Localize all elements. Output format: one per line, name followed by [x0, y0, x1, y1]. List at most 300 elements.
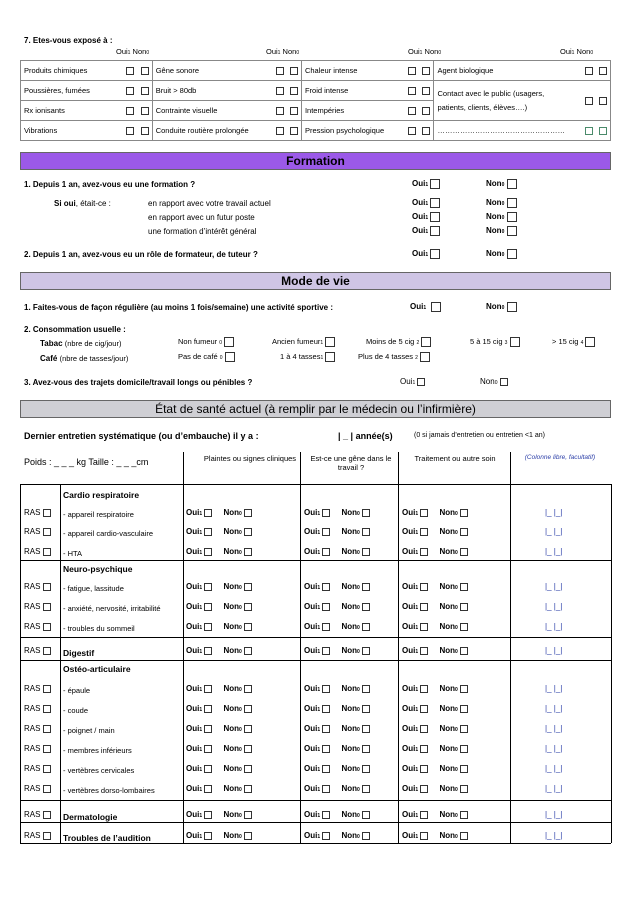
ras-checkbox[interactable] — [43, 603, 51, 611]
free-field[interactable]: |_ |_| — [545, 547, 563, 556]
cafe-checkbox[interactable] — [325, 352, 335, 362]
free-field[interactable]: |_ |_| — [545, 784, 563, 793]
ras-checkbox[interactable] — [43, 528, 51, 536]
oui-checkbox[interactable] — [126, 107, 134, 115]
non-checkbox[interactable] — [362, 603, 370, 611]
col-divider — [183, 637, 184, 660]
oui-checkbox[interactable] — [126, 67, 134, 75]
exposure-item-other[interactable]: …………………………………………… — [434, 121, 568, 141]
col-divider — [611, 822, 612, 843]
oui-checkbox[interactable] — [126, 127, 134, 135]
non-checkbox[interactable] — [362, 745, 370, 753]
oui-non-pair[interactable]: Oui1 Non0 — [402, 602, 468, 611]
oui-checkbox[interactable] — [431, 302, 441, 312]
col-divider — [60, 660, 61, 800]
oui-non-pair[interactable]: Oui1 Non0 — [402, 622, 468, 631]
oui-non-pair[interactable]: Oui1 Non0 — [186, 784, 252, 793]
oui-non-pair[interactable]: Oui1 Non0 — [304, 724, 370, 733]
ras-checkbox[interactable] — [43, 705, 51, 713]
non-checkbox[interactable] — [244, 811, 252, 819]
non-checkbox[interactable] — [460, 528, 468, 536]
tabac-opt[interactable]: 5 à 15 cig 3 — [470, 337, 520, 347]
oui-non-pair[interactable]: Oui1 Non0 — [402, 784, 468, 793]
ras-label[interactable]: RAS — [24, 724, 51, 733]
col-divider — [60, 800, 61, 822]
oui-checkbox[interactable] — [322, 509, 330, 517]
col-divider — [300, 560, 301, 637]
ras-label[interactable]: RAS — [24, 784, 51, 793]
oui-non-pair[interactable]: Oui1 Non0 — [186, 831, 252, 840]
exposure-item: Froid intense — [301, 81, 391, 101]
oui-non-pair[interactable]: Oui1 Non0 — [402, 810, 468, 819]
oui-checkbox[interactable] — [204, 725, 212, 733]
cafe-opt[interactable]: Plus de 4 tasses 2 — [358, 352, 430, 362]
free-field[interactable]: |_ |_| — [545, 622, 563, 631]
ras-checkbox[interactable] — [43, 509, 51, 517]
formation-opt-oui[interactable]: Oui1 — [412, 226, 440, 236]
ras-label[interactable]: RAS — [24, 527, 51, 536]
oui-checkbox[interactable] — [322, 685, 330, 693]
non-checkbox[interactable] — [599, 67, 607, 75]
oui-checkbox[interactable] — [322, 647, 330, 655]
formation-header: Formation — [20, 152, 611, 170]
non-checkbox[interactable] — [460, 785, 468, 793]
oui-non-pair[interactable]: Oui1 Non0 — [304, 547, 370, 556]
col-divider — [510, 560, 511, 637]
oui-checkbox[interactable] — [408, 87, 416, 95]
oui-checkbox[interactable] — [430, 198, 440, 208]
oui-non-pair[interactable]: Oui1 Non0 — [402, 684, 468, 693]
oui-non-pair[interactable]: Oui1 Non0 — [186, 527, 252, 536]
non-checkbox[interactable] — [460, 509, 468, 517]
exposure-checks[interactable] — [392, 81, 434, 101]
non-checkbox[interactable] — [460, 548, 468, 556]
oui-checkbox[interactable] — [204, 583, 212, 591]
oui-non-pair[interactable]: Oui1 Non0 — [186, 744, 252, 753]
oui-checkbox[interactable] — [420, 832, 428, 840]
oui-non-pair[interactable]: Oui1 Non0 — [186, 810, 252, 819]
oui-checkbox[interactable] — [204, 785, 212, 793]
exposure-checks[interactable] — [259, 61, 301, 81]
non-checkbox[interactable] — [244, 509, 252, 517]
non-checkbox[interactable] — [460, 811, 468, 819]
mdv-q1-oui[interactable]: Oui1 — [410, 302, 441, 312]
oui-non-pair[interactable]: Oui1 Non0 — [304, 744, 370, 753]
free-field[interactable]: |_ |_| — [545, 764, 563, 773]
exposure-checks[interactable] — [259, 101, 301, 121]
oui-checkbox[interactable] — [322, 745, 330, 753]
ras-checkbox[interactable] — [43, 832, 51, 840]
tabac-checkbox[interactable] — [224, 337, 234, 347]
oui-non-pair[interactable]: Oui1 Non0 — [304, 646, 370, 655]
formation-opt-non[interactable]: Non0 — [486, 212, 517, 222]
oui-non-pair[interactable]: Oui1 Non0 — [186, 508, 252, 517]
exposure-checks[interactable] — [568, 81, 611, 121]
non-checkbox[interactable] — [500, 378, 508, 386]
cafe-opt[interactable]: Pas de café 0 — [178, 352, 235, 362]
oui-checkbox[interactable] — [322, 603, 330, 611]
ras-checkbox[interactable] — [43, 548, 51, 556]
exposure-item: Gêne sonore — [152, 61, 259, 81]
non-checkbox[interactable] — [599, 127, 607, 135]
non-checkbox[interactable] — [362, 785, 370, 793]
col-divider — [300, 822, 301, 843]
non-checkbox[interactable] — [362, 765, 370, 773]
free-field[interactable]: |_ |_| — [545, 724, 563, 733]
non-checkbox[interactable] — [244, 705, 252, 713]
oui-checkbox[interactable] — [204, 647, 212, 655]
annees-field[interactable]: | _ | année(s) — [338, 431, 393, 441]
oui-non-pair[interactable]: Oui1 Non0 — [186, 724, 252, 733]
oui-checkbox[interactable] — [204, 705, 212, 713]
oui-checkbox[interactable] — [276, 107, 284, 115]
non-checkbox[interactable] — [141, 67, 149, 75]
cafe-checkbox[interactable] — [225, 352, 235, 362]
ras-checkbox[interactable] — [43, 785, 51, 793]
non-checkbox[interactable] — [460, 623, 468, 631]
oui-non-pair[interactable]: Oui1 Non0 — [304, 508, 370, 517]
oui-non-pair[interactable]: Oui1 Non0 — [402, 582, 468, 591]
oui-checkbox[interactable] — [430, 249, 440, 259]
oui-checkbox[interactable] — [322, 705, 330, 713]
mdv-q3-oui[interactable]: Oui1 — [400, 377, 425, 386]
oui-non-pair[interactable]: Oui1 Non0 — [304, 831, 370, 840]
oui-checkbox[interactable] — [322, 811, 330, 819]
non-checkbox[interactable] — [460, 583, 468, 591]
mdv-q3-non[interactable]: Non0 — [480, 377, 508, 386]
exposure-checks[interactable] — [259, 81, 301, 101]
non-checkbox[interactable] — [362, 647, 370, 655]
oui-checkbox[interactable] — [322, 548, 330, 556]
oui-checkbox[interactable] — [204, 548, 212, 556]
oui-non-pair[interactable]: Oui1 Non0 — [304, 684, 370, 693]
non-checkbox[interactable] — [244, 685, 252, 693]
oui-non-pair[interactable]: Oui1 Non0 — [402, 744, 468, 753]
oui-checkbox[interactable] — [322, 832, 330, 840]
ras-checkbox[interactable] — [43, 623, 51, 631]
ras-checkbox[interactable] — [43, 583, 51, 591]
oui-non-pair[interactable]: Oui1 Non0 — [402, 764, 468, 773]
oui-checkbox[interactable] — [408, 127, 416, 135]
tabac-checkbox[interactable] — [421, 337, 431, 347]
exposure-checks[interactable] — [568, 61, 611, 81]
non-checkbox[interactable] — [244, 725, 252, 733]
non-checkbox[interactable] — [460, 705, 468, 713]
oui-checkbox[interactable] — [408, 67, 416, 75]
non-checkbox[interactable] — [290, 127, 298, 135]
oui-checkbox[interactable] — [204, 745, 212, 753]
non-checkbox[interactable] — [244, 583, 252, 591]
exposure-item: Contact avec le public (usagers, patients, clients, élèves….) — [434, 81, 568, 121]
formation-q1-oui[interactable]: Oui1 — [412, 179, 440, 189]
tabac-opt[interactable]: Ancien fumeur1 — [272, 337, 335, 347]
non-checkbox[interactable] — [362, 685, 370, 693]
ras-label[interactable]: RAS — [24, 547, 51, 556]
formation-q1-non[interactable]: Non0 — [486, 179, 517, 189]
oui-non-pair[interactable]: Oui1 Non0 — [186, 602, 252, 611]
tabac-checkbox[interactable] — [325, 337, 335, 347]
non-checkbox[interactable] — [362, 583, 370, 591]
formation-q2-non[interactable]: Non0 — [486, 249, 517, 259]
formation-opt-non[interactable]: Non0 — [486, 226, 517, 236]
oui-checkbox[interactable] — [408, 107, 416, 115]
exposure-title: 7. Etes-vous exposé à : — [24, 36, 113, 45]
non-checkbox[interactable] — [460, 647, 468, 655]
oui-non-pair[interactable]: Oui1 Non0 — [402, 724, 468, 733]
oui-checkbox[interactable] — [322, 785, 330, 793]
oui-non-pair[interactable]: Oui1 Non0 — [402, 547, 468, 556]
oui-checkbox[interactable] — [585, 67, 593, 75]
oui-checkbox[interactable] — [417, 378, 425, 386]
annees-note: (0 si jamais d’entretien ou entretien <1 an) — [414, 432, 545, 439]
non-checkbox[interactable] — [460, 725, 468, 733]
free-field[interactable]: |_ |_| — [545, 810, 563, 819]
exposure-col-labels-2: Oui1 Non0 — [266, 47, 300, 56]
oui-non-pair[interactable]: Oui1 Non0 — [186, 646, 252, 655]
ras-checkbox[interactable] — [43, 765, 51, 773]
non-checkbox[interactable] — [422, 67, 430, 75]
non-checkbox[interactable] — [507, 179, 517, 189]
formation-opt-oui[interactable]: Oui1 — [412, 198, 440, 208]
free-field[interactable]: |_ |_| — [545, 527, 563, 536]
formation-opt-oui[interactable]: Oui1 — [412, 212, 440, 222]
oui-non-pair[interactable]: Oui1 Non0 — [186, 764, 252, 773]
oui-non-pair[interactable]: Oui1 Non0 — [304, 527, 370, 536]
exposure-checks[interactable] — [110, 61, 152, 81]
oui-non-pair[interactable]: Oui1 Non0 — [186, 547, 252, 556]
non-checkbox[interactable] — [244, 832, 252, 840]
ras-label[interactable]: RAS — [24, 508, 51, 517]
ras-label[interactable]: RAS — [24, 684, 51, 693]
oui-checkbox[interactable] — [420, 765, 428, 773]
tabac-checkbox[interactable] — [585, 337, 595, 347]
oui-checkbox[interactable] — [204, 623, 212, 631]
free-field[interactable]: |_ |_| — [545, 831, 563, 840]
oui-non-pair[interactable]: Oui1 Non0 — [186, 582, 252, 591]
non-checkbox[interactable] — [507, 226, 517, 236]
oui-checkbox[interactable] — [420, 623, 428, 631]
cafe-label: Café (nbre de tasses/jour) — [40, 354, 129, 363]
ras-label[interactable]: RAS — [24, 831, 51, 840]
col-divider — [510, 822, 511, 843]
ras-label[interactable]: RAS — [24, 602, 51, 611]
oui-checkbox[interactable] — [420, 725, 428, 733]
oui-checkbox[interactable] — [430, 179, 440, 189]
oui-checkbox[interactable] — [204, 685, 212, 693]
exposure-checks[interactable] — [110, 81, 152, 101]
ras-label[interactable]: RAS — [24, 744, 51, 753]
oui-checkbox[interactable] — [420, 811, 428, 819]
non-checkbox[interactable] — [244, 785, 252, 793]
non-checkbox[interactable] — [244, 603, 252, 611]
non-checkbox[interactable] — [362, 811, 370, 819]
non-checkbox[interactable] — [290, 107, 298, 115]
col-divider — [60, 484, 61, 560]
ras-label[interactable]: RAS — [24, 704, 51, 713]
non-checkbox[interactable] — [141, 87, 149, 95]
non-checkbox[interactable] — [362, 623, 370, 631]
oui-checkbox[interactable] — [420, 603, 428, 611]
ras-checkbox[interactable] — [43, 647, 51, 655]
non-checkbox[interactable] — [460, 832, 468, 840]
oui-non-pair[interactable]: Oui1 Non0 — [186, 622, 252, 631]
oui-checkbox[interactable] — [430, 226, 440, 236]
formation-option: en rapport avec votre travail actuel — [148, 199, 271, 208]
cafe-opt[interactable]: 1 à 4 tasses1 — [280, 352, 335, 362]
exposure-checks[interactable] — [259, 121, 301, 141]
ras-checkbox[interactable] — [43, 685, 51, 693]
ras-checkbox[interactable] — [43, 811, 51, 819]
formation-opt-non[interactable]: Non0 — [486, 198, 517, 208]
ras-label[interactable]: RAS — [24, 764, 51, 773]
oui-checkbox[interactable] — [204, 765, 212, 773]
oui-checkbox[interactable] — [420, 548, 428, 556]
oui-checkbox[interactable] — [420, 528, 428, 536]
non-checkbox[interactable] — [244, 647, 252, 655]
free-field[interactable]: |_ |_| — [545, 744, 563, 753]
oui-checkbox[interactable] — [322, 583, 330, 591]
oui-non-pair[interactable]: Oui1 Non0 — [402, 508, 468, 517]
formation-q2-oui[interactable]: Oui1 — [412, 249, 440, 259]
exposure-item: Conduite routière prolongée — [152, 121, 259, 141]
ras-checkbox[interactable] — [43, 745, 51, 753]
oui-checkbox[interactable] — [420, 785, 428, 793]
oui-checkbox[interactable] — [420, 685, 428, 693]
oui-non-pair[interactable]: Oui1 Non0 — [304, 582, 370, 591]
oui-checkbox[interactable] — [276, 67, 284, 75]
oui-checkbox[interactable] — [322, 528, 330, 536]
non-checkbox[interactable] — [507, 198, 517, 208]
non-checkbox[interactable] — [507, 212, 517, 222]
oui-non-pair[interactable]: Oui1 Non0 — [304, 602, 370, 611]
col-divider — [510, 660, 511, 800]
col-divider — [300, 484, 301, 560]
non-checkbox[interactable] — [422, 127, 430, 135]
oui-checkbox[interactable] — [204, 603, 212, 611]
oui-non-pair[interactable]: Oui1 Non0 — [304, 810, 370, 819]
exposure-checks[interactable] — [110, 121, 152, 141]
health-item: - appareil respiratoire — [63, 510, 134, 519]
non-checkbox[interactable] — [362, 705, 370, 713]
non-checkbox[interactable] — [422, 87, 430, 95]
oui-checkbox[interactable] — [585, 127, 593, 135]
col-divider — [60, 822, 61, 843]
tabac-opt[interactable]: > 15 cig 4 — [552, 337, 595, 347]
col-divider — [183, 560, 184, 637]
oui-non-pair[interactable]: Oui1 Non0 — [402, 831, 468, 840]
non-checkbox[interactable] — [460, 765, 468, 773]
oui-checkbox[interactable] — [204, 832, 212, 840]
non-checkbox[interactable] — [362, 548, 370, 556]
oui-non-pair[interactable]: Oui1 Non0 — [186, 704, 252, 713]
non-checkbox[interactable] — [290, 87, 298, 95]
oui-checkbox[interactable] — [322, 725, 330, 733]
oui-checkbox[interactable] — [420, 647, 428, 655]
non-checkbox[interactable] — [244, 528, 252, 536]
oui-non-pair[interactable]: Oui1 Non0 — [186, 684, 252, 693]
exposure-checks[interactable] — [392, 121, 434, 141]
oui-checkbox[interactable] — [585, 97, 593, 105]
non-checkbox[interactable] — [507, 249, 517, 259]
tabac-checkbox[interactable] — [510, 337, 520, 347]
exposure-checks[interactable] — [392, 61, 434, 81]
oui-checkbox[interactable] — [204, 528, 212, 536]
oui-checkbox[interactable] — [420, 745, 428, 753]
ras-checkbox[interactable] — [43, 725, 51, 733]
oui-checkbox[interactable] — [276, 87, 284, 95]
free-field[interactable]: |_ |_| — [545, 646, 563, 655]
oui-checkbox[interactable] — [126, 87, 134, 95]
oui-non-pair[interactable]: Oui1 Non0 — [402, 646, 468, 655]
non-checkbox[interactable] — [599, 97, 607, 105]
oui-checkbox[interactable] — [204, 811, 212, 819]
non-checkbox[interactable] — [244, 623, 252, 631]
oui-checkbox[interactable] — [204, 509, 212, 517]
non-checkbox[interactable] — [362, 832, 370, 840]
ras-label[interactable]: RAS — [24, 646, 51, 655]
free-field[interactable]: |_ |_| — [545, 582, 563, 591]
non-checkbox[interactable] — [362, 725, 370, 733]
poids-taille[interactable]: Poids : _ _ _ kg Taille : _ _ _cm — [24, 457, 149, 467]
oui-checkbox[interactable] — [430, 212, 440, 222]
row-divider — [20, 637, 611, 638]
ras-label[interactable]: RAS — [24, 622, 51, 631]
non-checkbox[interactable] — [244, 548, 252, 556]
non-checkbox[interactable] — [290, 67, 298, 75]
oui-non-pair[interactable]: Oui1 Non0 — [304, 764, 370, 773]
oui-checkbox[interactable] — [420, 583, 428, 591]
non-checkbox[interactable] — [460, 685, 468, 693]
non-checkbox[interactable] — [507, 302, 517, 312]
oui-checkbox[interactable] — [276, 127, 284, 135]
mdv-q1-non[interactable]: Non0 — [486, 302, 517, 312]
non-checkbox[interactable] — [362, 528, 370, 536]
oui-non-pair[interactable]: Oui1 Non0 — [402, 527, 468, 536]
oui-checkbox[interactable] — [322, 623, 330, 631]
free-field[interactable]: |_ |_| — [545, 684, 563, 693]
oui-non-pair[interactable]: Oui1 Non0 — [304, 704, 370, 713]
ras-label[interactable]: RAS — [24, 810, 51, 819]
oui-non-pair[interactable]: Oui1 Non0 — [304, 784, 370, 793]
oui-checkbox[interactable] — [322, 765, 330, 773]
oui-checkbox[interactable] — [420, 705, 428, 713]
free-field[interactable]: |_ |_| — [545, 704, 563, 713]
free-field[interactable]: |_ |_| — [545, 508, 563, 517]
tabac-opt[interactable]: Non fumeur 0 — [178, 337, 234, 347]
non-checkbox[interactable] — [141, 127, 149, 135]
non-checkbox[interactable] — [460, 745, 468, 753]
cafe-checkbox[interactable] — [420, 352, 430, 362]
non-checkbox[interactable] — [244, 745, 252, 753]
tabac-opt[interactable]: Moins de 5 cig 2 — [366, 337, 431, 347]
exposure-item: Poussières, fumées — [21, 81, 110, 101]
col-divider — [20, 800, 21, 822]
exposure-checks[interactable] — [110, 101, 152, 121]
oui-checkbox[interactable] — [420, 509, 428, 517]
col-divider — [611, 560, 612, 637]
ras-label[interactable]: RAS — [24, 582, 51, 591]
non-checkbox[interactable] — [422, 107, 430, 115]
non-checkbox[interactable] — [141, 107, 149, 115]
free-field[interactable]: |_ |_| — [545, 602, 563, 611]
non-checkbox[interactable] — [244, 765, 252, 773]
exposure-checks[interactable] — [392, 101, 434, 121]
oui-non-pair[interactable]: Oui1 Non0 — [402, 704, 468, 713]
oui-non-pair[interactable]: Oui1 Non0 — [304, 622, 370, 631]
non-checkbox[interactable] — [362, 509, 370, 517]
non-checkbox[interactable] — [460, 603, 468, 611]
exposure-checks[interactable] — [568, 121, 611, 141]
